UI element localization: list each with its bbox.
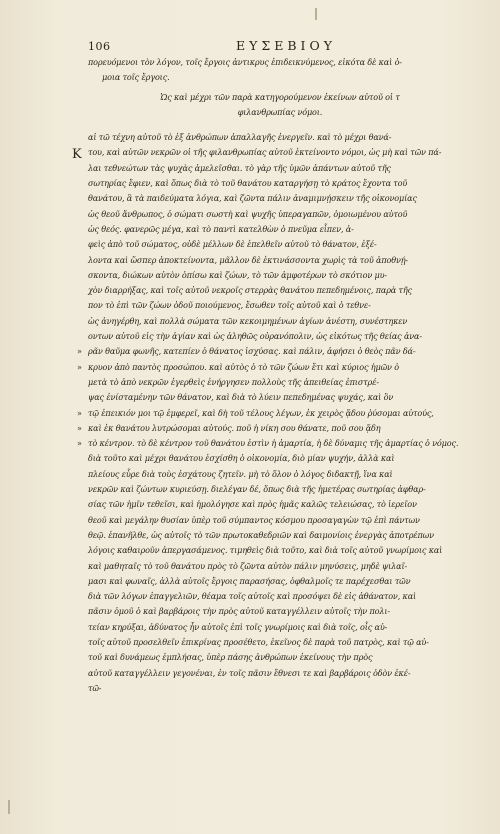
line-text: τὸ κέντρον. τὸ δὲ κέντρον τοῦ θανάτου ἐστὶν ἡ ἁμαρτία, ἡ δὲ δύναμις τῆς ἁμαρτίας ὁ νόμος.: [88, 438, 459, 449]
page-header: [88, 38, 448, 54]
text-line: [88, 130, 444, 145]
line-text: λόγοις καθαιροῦν ἀπεργασάμενος. τιμηθεὶς διὰ τοῦτο, καὶ διὰ τοῖς αὐτοῦ γνωρίμοις καὶ: [88, 545, 443, 556]
text-line: [88, 467, 444, 482]
line-text: αὐτοῦ καταγγέλλειν γεγονέναι, ἐν τοῖς πᾶσιν ἔθνεσι τε καὶ βαρβάροις ὁδὸν ἐκέ-: [88, 667, 411, 678]
section-marker: Κ: [72, 147, 82, 162]
text-line: [88, 681, 444, 696]
text-line: [88, 298, 444, 313]
page-number: 106: [88, 40, 111, 53]
text-line: [88, 145, 444, 160]
text-line: [88, 543, 444, 558]
line-text: μασι καὶ φωναῖς, ἀλλὰ αὐτοῖς ἔργοις παρασήσας, ὀφθαλμοῖς τε παρέχεσθαι τῶν: [88, 575, 411, 586]
line-text: νεκρῶν καὶ ζώντων κυριεύσῃ. διελέγαν δέ, ὅπως διὰ τῆς ἡμετέρας σωτηρίας ἀφθαρ-: [88, 484, 426, 495]
text-line: [77, 436, 459, 451]
text-line: [77, 406, 444, 421]
text-line: [88, 620, 444, 635]
line-text: ρᾶν θαῦμα φωνῆς, κατεπίεν ὁ θάνατος ἰσχύσας. καὶ πάλιν, ἀφήσει ὁ θεὸς πᾶν δά-: [88, 346, 416, 357]
text-line: [88, 283, 444, 298]
text-line: [88, 253, 444, 268]
line-text: οντων αὐτοῦ εἰς τὴν ἁγίαν καὶ ὡς ἀληθῶς οὐρανόπολιν, ὡς εἰκότως τῆς θείας ἀνα-: [88, 331, 422, 342]
text-line: [88, 390, 444, 405]
text-line: [88, 528, 444, 543]
text-line: [88, 650, 444, 665]
page-edge-mark: [315, 8, 317, 20]
line-text: χὸν διαρρήξας, καὶ τοῖς αὐτοῦ νεκροῖς στερρὰς θανάτου πεπεδημένοις, παρὰ τῆς: [88, 285, 412, 296]
spacer: [88, 120, 444, 130]
text-line: [88, 329, 444, 344]
line-text: ψας ἐνίσταμένην τῶν θάνατον, καὶ διὰ τὸ λύειν πεπεδημένας ψυχάς, καὶ ὃν: [88, 392, 394, 403]
text-line: [77, 344, 444, 359]
text-line: [88, 161, 444, 176]
line-text: καὶ ἐκ θανάτου λυτρώσομαι αὐτούς. ποῦ ἡ νίκη σου θάνατε, ποῦ σου ᾅδη: [88, 422, 381, 433]
line-text: τῶ-: [88, 682, 102, 693]
text-line: [88, 604, 444, 619]
line-text: μετὰ τὸ ἀπὸ νεκρῶν ἐγερθεὶς ἐνήργησεν πολλοὺς τῆς ἀπειθείας ἐπιστρέ-: [88, 376, 379, 387]
line-text: ὡς θεοῦ ἄνθρωπος, ὁ σώματι σωστὴ καὶ ψυχῆς ὑπεραγαπῶν, ὁμοιωμένου αὐτοῦ: [88, 208, 408, 219]
quotation-marker: »: [77, 423, 82, 433]
section-heading: Ὡς καὶ μέχρι τῶν παρὰ κατηγορούμενον ἐκείνων αὐτοῦ οἱ τ: [160, 91, 400, 102]
text-line: [88, 176, 444, 191]
text-line: [88, 589, 444, 604]
line-text: τοῖς αὐτοῦ προσελθεῖν ἐπικρίνας προσέθετο, ἐκεῖνος δὲ παρὰ τοῦ πατρὸς, καὶ τῷ αὐ-: [88, 636, 429, 647]
text-line: [88, 666, 444, 681]
line-text: σίας τῶν ἡμῖν τεθεῖσι, καὶ ἡμολόγησε καὶ πρὸς ἡμᾶς καλῶς τελειώσας, τὸ ἱερεῖον: [88, 499, 417, 510]
line-text: λοντα καὶ ὥσπερ ἀποκτείνοντα, μᾶλλον δὲ ἐκτινάσσοντα χωρὶς τὰ τοῦ ἀποθνῄ-: [88, 254, 409, 265]
quotation-marker: »: [77, 408, 82, 418]
section-heading: φιλανθρωπίας νόμοι.: [237, 106, 323, 117]
text-line: [88, 237, 444, 252]
text-block: [77, 55, 459, 696]
line-text: αἰ τῶ τέχνη αὐτοῦ τὸ ἐξ ἀνθρώπων ἀπαλλαγῆς ἐνεργεῖν. καὶ τὸ μέχρι θανά-: [88, 132, 392, 143]
line-text: καὶ μαθηταῖς τὸ τοῦ θανάτου πρὸς τὸ ζῶντα αὐτὸν πάλιν μηνύσεις, μηδὲ ψιλαῖ-: [88, 560, 408, 571]
text-line: [88, 314, 444, 329]
text-line: [88, 513, 444, 528]
body-text: [77, 130, 459, 696]
text-line: [88, 559, 444, 574]
running-title: ΕΥΣΕΒΙΟΥ: [236, 38, 336, 53]
line-text: τοῦ καὶ δυνάμεως ἐμπλήσας, ὑπὲρ πάσης ἀνθρώπων ἐκείνους τὴν πρὸς: [88, 652, 373, 663]
line-text: θανάτου, ἃ τὰ παιδεύματα λόγια, καὶ ζῶντα πάλιν ἀναμιμνῄσκειν τῆς οἰκονομίας: [88, 193, 417, 204]
text-line: [77, 360, 444, 375]
text-line: [88, 207, 444, 222]
line-text: σωτηρίας ἔφιεν, καὶ ὅπως διὰ τὸ τοῦ θανάτου καταργήσῃ τὸ κράτος ἔχοντα τοῦ: [88, 178, 408, 189]
text-line: [88, 375, 444, 390]
text-line: [88, 268, 444, 283]
text-line: [88, 451, 444, 466]
text-line: [77, 421, 444, 436]
line-text: ὡς θεός. φανερῶς μέγα, καὶ τὸ παντὶ κατελθὼν ὁ πνεῦμα εἶπεν, ἁ-: [88, 223, 354, 234]
text-line: πορευόμενοι τὸν λόγον, τοῖς ἔργοις ἀντικρυς ἐπιδεικνύμενος, εἰκότα δὲ καὶ ὁ-: [88, 57, 402, 67]
text-line: [88, 497, 444, 512]
text-line: [88, 222, 444, 237]
line-text: διὰ τοῦτο καὶ μέχρι θανάτου ἐσχίσθη ὁ οἰκονομία, διὸ μίαν ψυχήν, ἀλλὰ καὶ: [88, 453, 395, 464]
quotation-marker: »: [77, 362, 82, 372]
line-text: λαι τεθνεώτων τὰς ψυχὰς ἀμελεῖσθαι. τὸ γὰρ τῆς ὑμῶν ἀπάντων αὐτοῦ τῆς: [88, 162, 391, 173]
line-text: πᾶσιν ὁμοῦ ὁ καὶ βαρβάροις τὴν πρὸς αὐτοῦ καταγγέλλειν αὐτοῖς τὴν πολι-: [88, 606, 390, 617]
text-line: [88, 482, 444, 497]
page-edge-mark: [8, 800, 10, 814]
line-text: διὰ τῶν λόγων ἐπαγγελιῶν, θέαμα τοῖς αὐτοῖς καὶ προσόψει δὲ εἰς ἀθάνατον, καὶ: [88, 591, 417, 602]
line-text: του, καὶ αὐτῶν νεκρῶν οἱ τῆς φιλανθρωπίας αὐτοῦ ἐκτείνοντο νόμοι, ὡς μὴ καὶ τῶν πά-: [88, 147, 442, 158]
text-line: μοια τοῖς ἔργοις.: [102, 72, 170, 83]
line-text: πον τὸ ἐπὶ τῶν ζώων ὁδοῦ ποιούμενος, ἔσωθεν τοῖς αὐτοῦ καὶ ὁ τεθνε-: [88, 300, 371, 311]
line-text: πλείους εὗρε διὰ τοὺς ἐσχάτους ζητεῖν. μὴ τὸ ὅλον ὁ λόγος διδακτῇ, ἵνα καὶ: [88, 468, 393, 479]
line-text: θεῷ. ἐπανῆλθε, ὡς αὐτοῖς τὸ τῶν πρωτοκαθεδριῶν καὶ δαιμονίοις ἐνεργὰς ἀποτρέπων: [88, 529, 434, 540]
line-text: θεοῦ καὶ μεγάλην θυσίαν ὑπὲρ τοῦ σύμπαντος κόσμου προσαγαγὼν τῷ ἐπὶ πάντων: [88, 514, 420, 525]
line-text: φεὶς ἀπὸ τοῦ σώματος, οὐδὲ μέλλων δὲ ἐπελθεῖν αὐτοῦ τὸ θάνατον, ἐξέ-: [88, 239, 377, 250]
text-line: [88, 191, 444, 206]
quotation-marker: »: [77, 347, 82, 357]
line-text: κρυον ἀπὸ παντὸς προσώπου. καὶ αὐτὸς ὁ τὸ τῶν ζώων ἔτι καὶ κύριος ἡμῶν ὁ: [88, 361, 399, 372]
line-text: τῷ ἐπεικιόν μοι τῷ ἐμφερεῖ, καὶ δὴ τοῦ τέλους λέγων, ἐκ χειρὸς ᾅδου ῥύσομαι αὐτούς,: [88, 407, 434, 418]
text-line: [88, 574, 444, 589]
quotation-marker: »: [77, 439, 82, 449]
line-text: τείαν κηρύξαι, ἀδύνατος ἦν αὐτοῖς ἐπὶ τοῖς γνωρίμοις καὶ διὰ τοῖς, οἷς αὐ-: [88, 621, 388, 632]
line-text: σκοντα, διώκων αὐτὸν ὀπίσω καὶ ζώων, τὸ τῶν ἀμφοτέρων τὸ σκότιον μυ-: [88, 269, 388, 280]
text-line: [88, 635, 444, 650]
line-text: ὡς ἀνηγέρθη, καὶ πολλὰ σώματα τῶν κεκοιμημένων ἁγίων ἀνέστη, συνέστηκεν: [88, 315, 408, 326]
